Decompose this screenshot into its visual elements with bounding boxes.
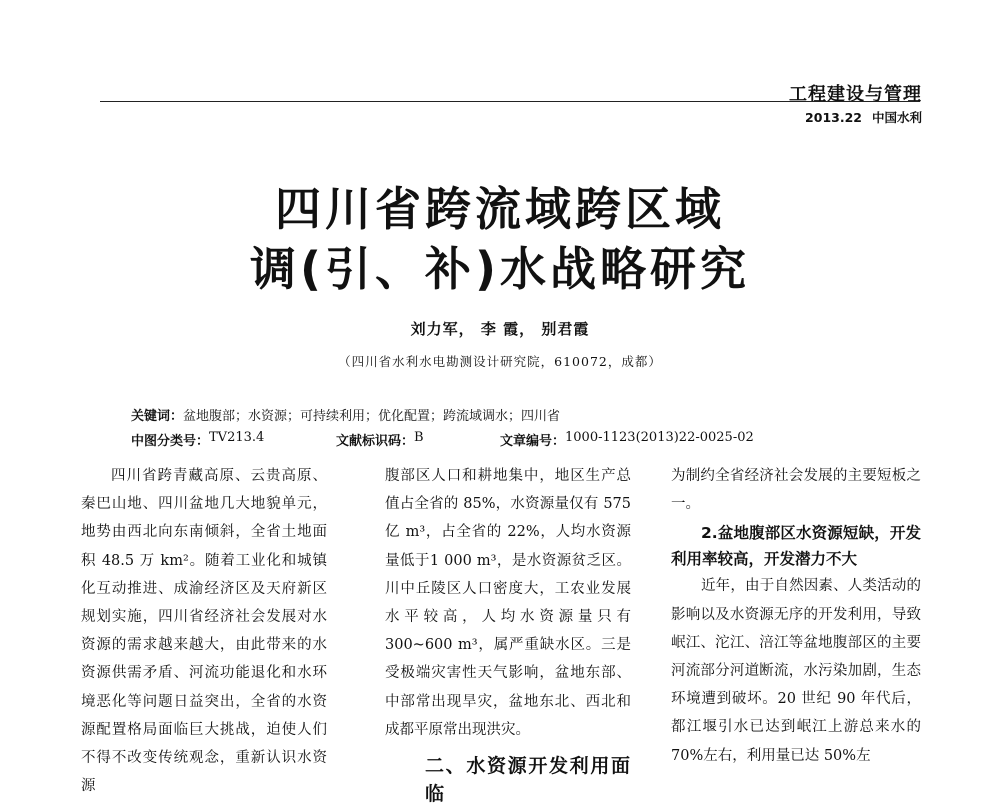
- issue-number: 2013.22: [805, 110, 862, 125]
- body-column-2: [385, 462, 631, 808]
- doc-code-label: 文献标识码：: [336, 434, 415, 449]
- body-column-3: [671, 462, 921, 770]
- section-header: 工程建设与管理: [789, 84, 922, 105]
- header-rule: [100, 101, 920, 102]
- keywords-text: 盆地腹部；水资源；可持续利用；优化配置；跨流域调水；四川省: [183, 409, 561, 424]
- affiliation: （四川省水利水电勘测设计研究院，610072，成都）: [338, 354, 662, 369]
- doc-code: B: [414, 430, 424, 445]
- keywords-label: 关键词：: [131, 409, 184, 424]
- paragraph: 近年，由于自然因素、人类活动的影响以及水资源无序的开发利用，导致岷江、沱江、涪江等盆地腹部区的主要河流部分河道断流，水污染加剧，生态环境遭到破坏。20 世纪 90 年代后，都江堰引水已达到岷江上游总来水的 70%左右，利用量已达 50%左: [671, 578, 921, 764]
- paper-title-line-1: 四川省跨流域跨区域: [275, 182, 725, 236]
- paragraph: 四川省跨青藏高原、云贵高原、秦巴山地、四川盆地几大地貌单元，地势由西北向东南倾斜，全省土地面积 48.5 万 km²。随着工业化和城镇化互动推进、成渝经济区及天府新区规划实施，四川省经济社会发展对水资源的需求越来越大，由此带来的水资源供需矛盾、河流功能退化和水环境恶化等问题日益突出，全省的水资源配置格局面临巨大挑战，迫使人们不得不改变传统观念，重新认识水资源: [81, 468, 327, 795]
- authors: 刘力军， 李 霞， 别君霞: [410, 320, 590, 338]
- clc-label: 中图分类号：: [131, 434, 210, 449]
- issue-line: [795, 108, 922, 126]
- article-number-label: 文章编号：: [500, 434, 566, 449]
- subsection-heading: 2.盆地腹部区水资源短缺，开发利用率较高，开发潜力不大: [671, 524, 921, 569]
- article-number: 1000-1123(2013)22-0025-02: [565, 430, 754, 445]
- paragraph: 腹部区人口和耕地集中，地区生产总值占全省的 85%，水资源量仅有 575 亿 m³，占全省的 22%，人均水资源量低于1 000 m³，是水资源贫乏区。川中丘陵区人口密度大，工农业发展水平较高，人均水资源量只有 300~600 m³，属严重缺水区。三是受极端灾害性天气影响，盆地东部、中部常出现旱灾，盆地东北、西北和成都平原常出现洪灾。: [385, 468, 631, 738]
- journal-name: 中国水利: [871, 110, 922, 125]
- section-heading: 二、水资源开发利用面临: [425, 755, 631, 806]
- body-column-1: [81, 462, 327, 800]
- keywords: [131, 405, 560, 424]
- paper-title-line-2: 调(引、补)水战略研究: [249, 242, 751, 296]
- paragraph: 为制约全省经济社会发展的主要短板之一。: [671, 468, 921, 513]
- clc-code: TV213.4: [209, 430, 265, 445]
